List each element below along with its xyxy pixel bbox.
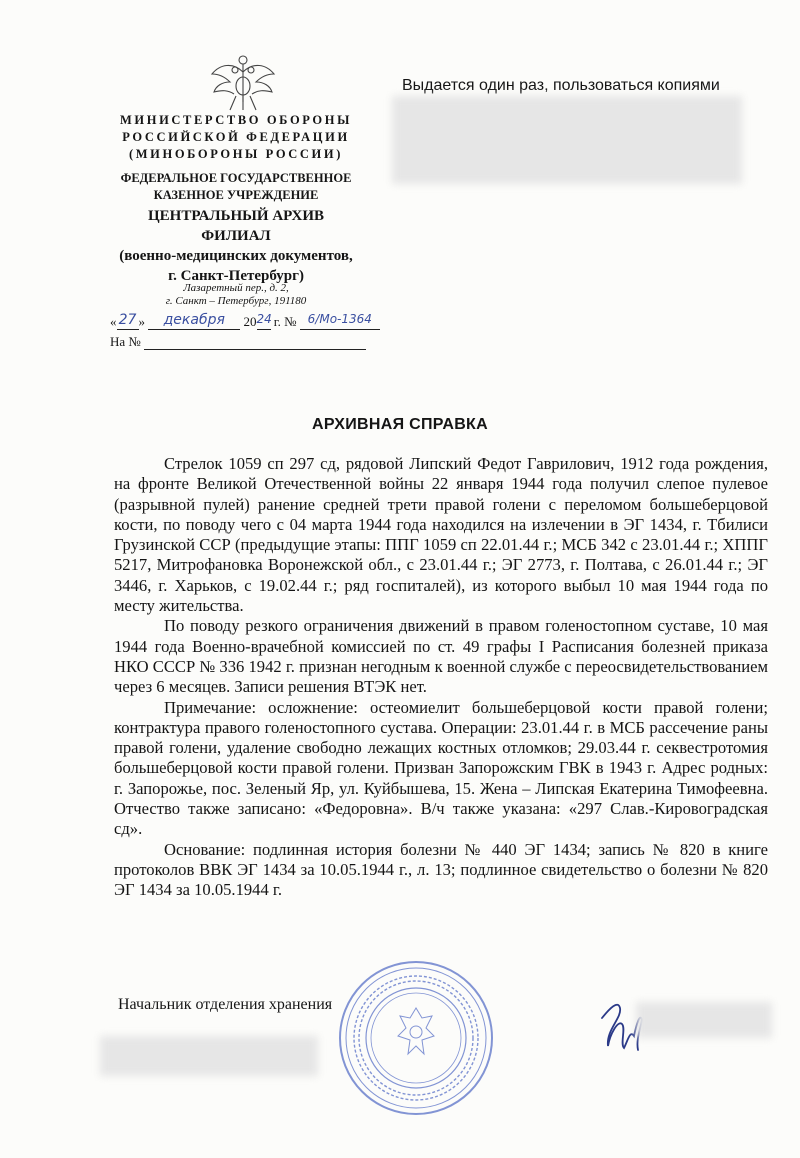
- reference-number-line: [110, 332, 366, 350]
- ministry-line: (МИНОБОРОНЫ РОССИИ): [129, 147, 343, 161]
- paragraph: По поводу резкого ограничения движений в правом голеностопном суставе, 10 мая 1944 года Военно-врачебной комиссией по ст. 49 графы I Расписания болезней приказа НКО СССР № 336 1942 г. признан негодным к военной службе с переосвидетельствованием через 6 месяцев. Записи решения ВТЭК нет.: [114, 616, 768, 697]
- archive-line: ЦЕНТРАЛЬНЫЙ АРХИВ: [147, 208, 325, 224]
- redacted-recipient-block: [392, 96, 742, 184]
- double-headed-eagle-emblem: [208, 52, 278, 114]
- address-line: г. Санкт – Петербург, 191180: [165, 295, 307, 307]
- archive-line: ФИЛИАЛ: [201, 228, 271, 244]
- institution-line: ФЕДЕРАЛЬНОЕ ГОСУДАРСТВЕННОЕ: [120, 171, 352, 185]
- reference-label: На №: [110, 334, 141, 349]
- copy-notice: Выдается один раз, пользоваться копиями: [402, 77, 720, 94]
- quote-close: »: [138, 314, 145, 329]
- paragraph: Основание: подлинная история болезни № 440 ЭГ 1434; запись № 820 в книге протоколов ВВК ЭГ 1434 за 10.05.1944 г., л. 13; подлинное свидетельство о болезни № 820 ЭГ 1434 за 10.05.1944 г.: [114, 839, 768, 900]
- address-line: Лазаретный пер., д. 2,: [183, 282, 289, 294]
- date-number-label: г. №: [273, 314, 297, 329]
- certificate-body: [114, 454, 768, 901]
- official-round-stamp: [336, 958, 496, 1118]
- date-day: 27: [117, 312, 139, 330]
- redacted-signature-name: [636, 1002, 772, 1038]
- institution-name: [100, 170, 372, 204]
- document-title: АРХИВНАЯ СПРАВКА: [312, 416, 488, 433]
- archive-address: [100, 282, 372, 308]
- archive-line: (военно-медицинских документов,: [119, 248, 353, 264]
- ministry-name: [100, 112, 372, 163]
- ministry-line: РОССИЙСКОЙ ФЕДЕРАЦИИ: [122, 130, 350, 144]
- redacted-signer-name: [100, 1036, 318, 1076]
- document-date-line: [110, 312, 400, 330]
- archive-line: г. Санкт-Петербург): [168, 268, 304, 284]
- reference-blank: [144, 332, 366, 350]
- signer-title: Начальник отделения хранения: [118, 996, 333, 1013]
- date-year-prefix: 20: [243, 314, 257, 329]
- ministry-line: МИНИСТЕРСТВО ОБОРОНЫ: [120, 113, 352, 127]
- paragraph: Примечание: осложнение: остеомиелит большеберцовой кости правой голени; контрактура правого голеностопного сустава. Операции: 23.01.44 г. в МСБ рассечение раны правой голени, удаление свободно лежащих костных отломков; 29.03.44 г. секвестротомия большеберцовой кости правой голени. Призван Запорожским ГВК в 1943 г. Адрес родных: г. Запорожье, пос. Зеленый Яр, ул. Куйбышева, 15. Жена – Липская Екатерина Тимофеевна. Отчество также записано: «Федоровна». В/ч также указана: «297 Слав.-Кировоградская сд».: [114, 697, 768, 839]
- paragraph: Стрелок 1059 сп 297 сд, рядовой Липский Федот Гаврилович, 1912 года рождения, на фронте Великой Отечественной войны 22 января 1944 года получил слепое пулевое (разрывной пулей) ранение средней трети правой голени с переломом большеберцовой кости, по поводу чего с 04 марта 1944 года находился на излечении в ЭГ 1434, г. Тбилиси Грузинской ССР (предыдущие этапы: ППГ 1059 сп 22.01.44 г.; МСБ 342 с 23.01.44 г.; ХППГ 5217, Митрофановка Воронежской обл., с 23.01.44 г.; ЭГ 2773, г. Полтава, с 26.01.44 г.; ЭГ 3446, г. Харьков, с 19.02.44 г.; ряд госпиталей), из которого выбыл 10 мая 1944 года по месту жительства.: [114, 454, 768, 616]
- quote-open: «: [110, 314, 117, 329]
- document-number: 6/Мо-1364: [300, 312, 380, 330]
- date-month: декабря: [148, 312, 240, 330]
- date-year-suffix: 24: [257, 312, 271, 330]
- institution-line: КАЗЕННОЕ УЧРЕЖДЕНИЕ: [153, 188, 319, 202]
- archive-name: [100, 206, 372, 286]
